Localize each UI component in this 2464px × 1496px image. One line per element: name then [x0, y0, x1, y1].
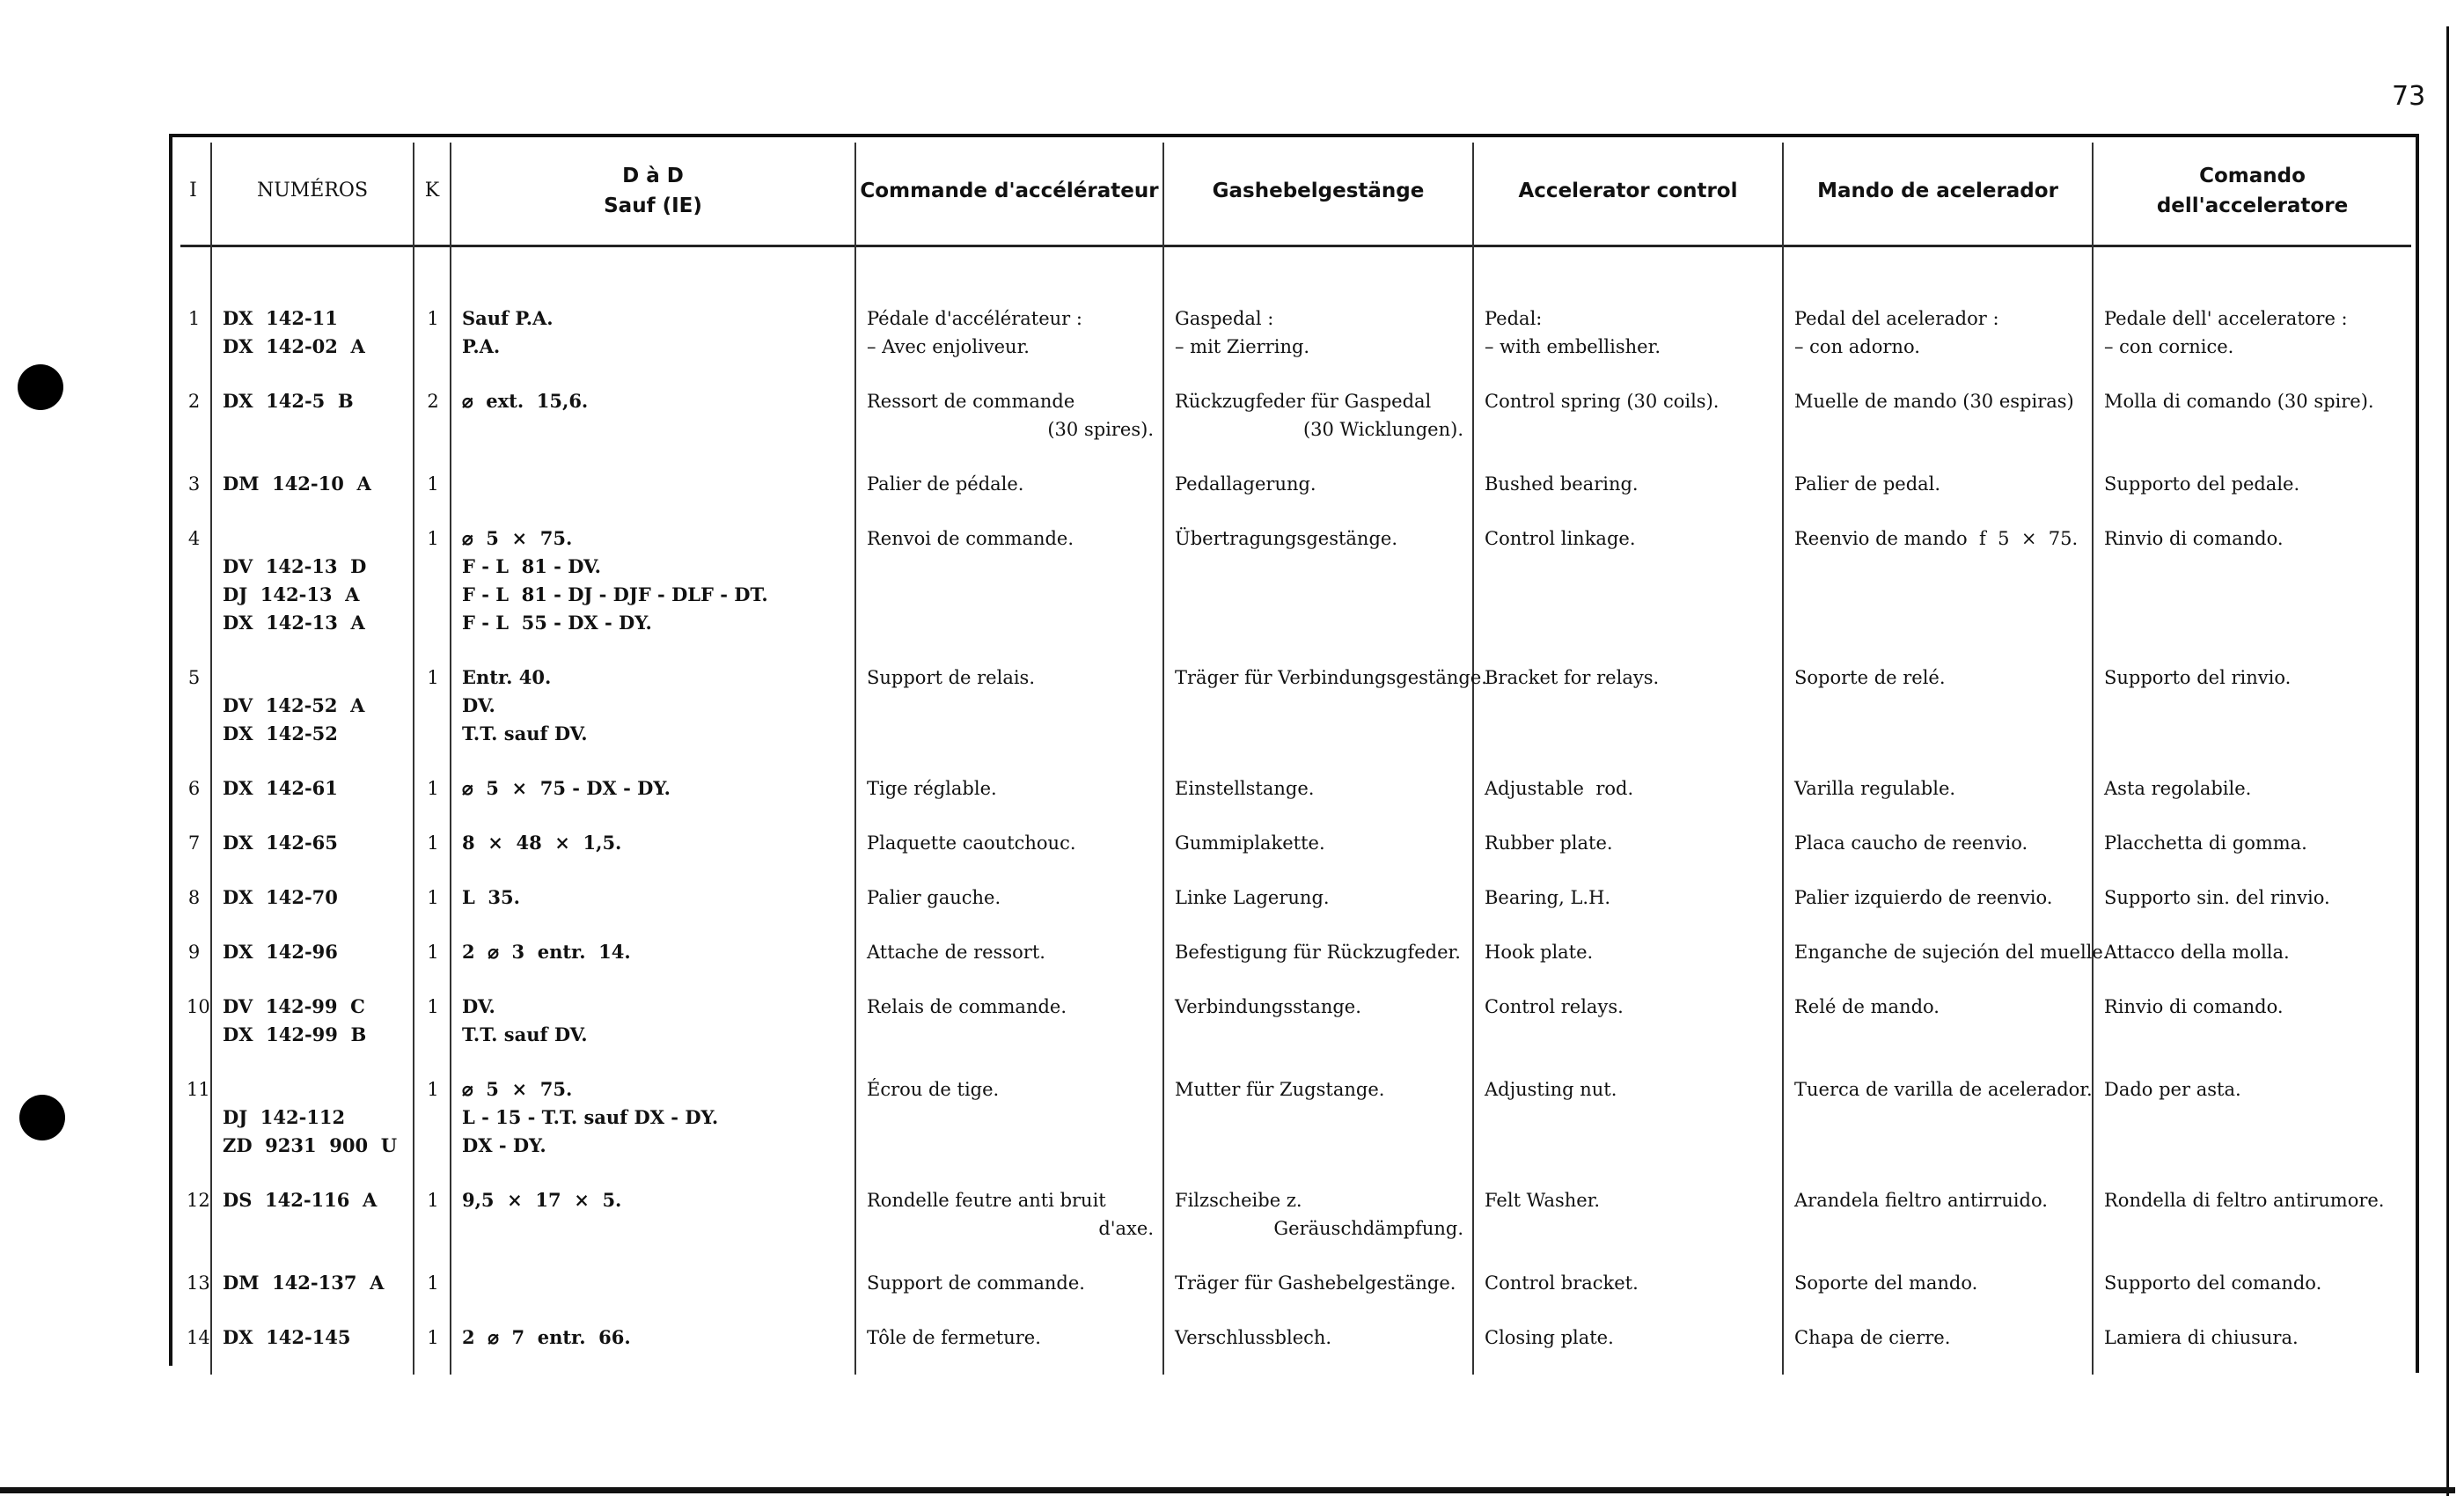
desc-es: Soporte del mando.: [1794, 1272, 1978, 1294]
table-row: [176, 1183, 2411, 1265]
desc-it-cell: [2093, 825, 2411, 880]
desc-en: Control relays.: [1485, 996, 1624, 1017]
desc-it-cell: [2093, 880, 2411, 935]
quantity-k-cell: 1: [414, 660, 451, 771]
table-row: [176, 1265, 2411, 1320]
desc-es-cell: [1783, 301, 2093, 384]
desc-en: Bearing, L.H.: [1485, 887, 1611, 908]
row-index-cell: 12: [187, 1190, 210, 1211]
row-index-cell: 2: [187, 391, 201, 412]
desc-en-cell: [1473, 521, 1783, 660]
desc-es-cell: [1783, 1072, 2093, 1183]
dad-spec: L - 15 - T.T. sauf DX - DY.: [462, 1106, 719, 1128]
desc-it: Supporto sin. del rinvio.: [2104, 887, 2330, 908]
desc-de-cell: [1163, 660, 1487, 771]
quantity-k-cell: 1: [414, 1320, 451, 1375]
part-number: DX 142-70: [223, 886, 338, 908]
desc-es: Muelle de mando (30 espiras): [1794, 391, 2074, 412]
part-number: [223, 524, 404, 553]
desc-fr-cell: [855, 880, 1163, 935]
desc-es: Arandela fieltro antirruido.: [1794, 1190, 2048, 1211]
header-it-line1: Comando: [2199, 165, 2306, 187]
desc-en-cell: [1473, 466, 1783, 521]
desc-de: Mutter für Zugstange.: [1175, 1079, 1385, 1100]
desc-es: Relé de mando.: [1794, 996, 1940, 1017]
desc-it-cell: [2093, 935, 2411, 989]
desc-es: – con adorno.: [1794, 336, 1920, 357]
part-number-cell: [211, 1183, 414, 1265]
desc-de: Verbindungsstange.: [1175, 996, 1361, 1017]
part-number: DX 142-145: [223, 1326, 351, 1348]
desc-it-cell: [2093, 771, 2411, 825]
desc-de: – mit Zierring.: [1175, 336, 1310, 357]
desc-it: Rinvio di comando.: [2104, 528, 2284, 549]
quantity-k-cell: 2: [414, 384, 451, 466]
page-number: 73: [2392, 81, 2426, 112]
desc-de-cell: [1163, 301, 1473, 384]
dad-spec: L 35.: [462, 886, 520, 908]
part-number-cell: [211, 825, 414, 880]
quantity-k-cell: 1: [414, 935, 451, 989]
desc-de: Linke Lagerung.: [1175, 887, 1330, 908]
desc-de-cell: [1163, 384, 1473, 466]
desc-fr: Support de commande.: [867, 1272, 1085, 1294]
header-de: Gashebelgestänge: [1163, 143, 1473, 239]
desc-it: Supporto del rinvio.: [2104, 667, 2292, 688]
desc-es-cell: [1783, 1265, 2093, 1320]
desc-fr-cell: [855, 521, 1163, 660]
table-row: [176, 384, 2411, 466]
desc-en-cell: [1473, 935, 1783, 989]
dad-spec: ⌀ ext. 15,6.: [462, 390, 589, 412]
desc-en: Bushed bearing.: [1485, 473, 1639, 495]
desc-fr: Renvoi de commande.: [867, 528, 1074, 549]
dad-spec-cell: [451, 1072, 855, 1183]
desc-fr-cell: [855, 301, 1163, 384]
table-row: [176, 1320, 2411, 1375]
punch-hole-top: [18, 364, 63, 410]
desc-fr-continuation: d'axe.: [1098, 1218, 1154, 1239]
header-it-line2: dell'acceleratore: [2156, 194, 2349, 217]
desc-it-cell: [2093, 1265, 2411, 1320]
row-index-cell: 11: [187, 1079, 210, 1100]
desc-en: Rubber plate.: [1485, 832, 1613, 854]
row-index-cell: 10: [187, 996, 210, 1017]
dad-spec-cell: [451, 825, 855, 880]
desc-it: Molla di comando (30 spire).: [2104, 391, 2374, 412]
part-number-cell: [211, 301, 414, 384]
part-number-cell: [211, 521, 414, 660]
desc-it-cell: [2093, 1072, 2411, 1183]
desc-en: Control linkage.: [1485, 528, 1636, 549]
quantity-k-cell: 1: [414, 989, 451, 1072]
dad-spec-cell: [451, 466, 855, 521]
desc-es: Chapa de cierre.: [1794, 1327, 1951, 1348]
dad-spec: T.T. sauf DV.: [462, 1023, 588, 1045]
table-row: [176, 466, 2411, 521]
desc-de-cell: [1163, 989, 1473, 1072]
desc-fr-cell: [855, 384, 1163, 466]
desc-de: Träger für Gashebelgestänge.: [1175, 1272, 1456, 1294]
quantity-k-cell: 1: [414, 301, 451, 384]
desc-es: Varilla regulable.: [1794, 778, 1956, 799]
desc-de-cell: [1163, 771, 1473, 825]
part-number: DX 142-11: [223, 307, 338, 329]
part-number: DX 142-02 A: [223, 335, 365, 357]
quantity-k-cell: 1: [414, 1265, 451, 1320]
page-bottom-rule: [0, 1487, 2455, 1493]
desc-fr-cell: [855, 935, 1163, 989]
desc-en: Hook plate.: [1485, 942, 1594, 963]
table-row: [176, 880, 2411, 935]
desc-en-cell: [1473, 771, 1783, 825]
desc-es-cell: [1783, 466, 2093, 521]
desc-es-cell: [1783, 1320, 2093, 1375]
desc-de-cell: [1163, 466, 1473, 521]
part-number-cell: [211, 384, 414, 466]
quantity-k-cell: 1: [414, 521, 451, 660]
row-index-cell: 14: [187, 1327, 210, 1348]
desc-en: – with embellisher.: [1485, 336, 1661, 357]
dad-spec: 9,5 × 17 × 5.: [462, 1189, 622, 1211]
dad-spec: F - L 81 - DJ - DJF - DLF - DT.: [462, 583, 768, 605]
desc-en: Closing plate.: [1485, 1327, 1614, 1348]
desc-en: Felt Washer.: [1485, 1190, 1601, 1211]
desc-es: Palier de pedal.: [1794, 473, 1941, 495]
desc-de-cell: [1163, 1072, 1473, 1183]
dad-spec-cell: [451, 989, 855, 1072]
page-right-rule: [2446, 26, 2449, 1496]
dad-spec-cell: [451, 384, 855, 466]
desc-fr-cell: [855, 1072, 1163, 1183]
dad-spec: DX - DY.: [462, 1134, 546, 1156]
part-number: DM 142-137 A: [223, 1272, 385, 1294]
dad-spec: ⌀ 5 × 75.: [462, 527, 573, 549]
desc-it-cell: [2093, 1183, 2411, 1265]
desc-en-cell: [1473, 384, 1783, 466]
desc-fr-cell: [855, 466, 1163, 521]
desc-fr: Pédale d'accélérateur :: [867, 308, 1082, 329]
header-index: I: [189, 180, 197, 202]
part-number: DX 142-13 A: [223, 612, 365, 634]
desc-it: Pedale dell' acceleratore :: [2104, 308, 2348, 329]
header-fr: Commande d'accélérateur: [855, 143, 1163, 239]
quantity-k-cell: 1: [414, 880, 451, 935]
row-index-cell: 7: [187, 832, 201, 854]
part-number: [223, 1075, 404, 1104]
spacer-row: [176, 239, 2411, 301]
desc-de-cell: [1163, 1183, 1473, 1265]
part-number: DX 142-65: [223, 832, 338, 854]
part-number: ZD 9231 900 U: [223, 1134, 398, 1156]
dad-spec-cell: [451, 771, 855, 825]
table-row: [176, 301, 2411, 384]
part-number-cell: [211, 1265, 414, 1320]
dad-spec-cell: [451, 1265, 855, 1320]
part-number-cell: [211, 466, 414, 521]
desc-es-cell: [1783, 825, 2093, 880]
desc-de-continuation: Geräuschdämpfung.: [1273, 1218, 1463, 1239]
desc-en: Adjustable rod.: [1485, 778, 1634, 799]
part-number: DV 142-13 D: [223, 555, 367, 577]
table-body: [176, 239, 2411, 1375]
desc-en-cell: [1473, 1320, 1783, 1375]
desc-fr-cell: [855, 1265, 1163, 1320]
desc-it-cell: [2093, 989, 2411, 1072]
desc-en-cell: [1473, 1265, 1783, 1320]
part-number: DV 142-52 A: [223, 694, 365, 716]
table-row: [176, 935, 2411, 989]
desc-es-cell: [1783, 660, 2093, 771]
desc-es: Reenvio de mando f 5 × 75.: [1794, 528, 2079, 549]
desc-de: Pedallagerung.: [1175, 473, 1316, 495]
table-frame-right: [2416, 134, 2419, 1373]
row-index-cell: 5: [187, 667, 201, 688]
desc-en: Adjusting nut.: [1485, 1079, 1617, 1100]
dad-spec-cell: [451, 880, 855, 935]
desc-it-cell: [2093, 660, 2411, 771]
desc-fr-cell: [855, 1183, 1163, 1265]
header-dad-line2: Sauf (IE): [604, 194, 702, 217]
dad-spec: Sauf P.A.: [462, 307, 554, 329]
table-row: [176, 521, 2411, 660]
table-row: [176, 660, 2411, 771]
quantity-k-cell: 1: [414, 825, 451, 880]
part-number: DX 142-99 B: [223, 1023, 367, 1045]
desc-fr: Tôle de fermeture.: [867, 1327, 1041, 1348]
row-index-cell: 9: [187, 942, 201, 963]
header-es: Mando de acelerador: [1783, 143, 2093, 239]
part-number: DX 142-61: [223, 777, 338, 799]
desc-es-cell: [1783, 384, 2093, 466]
header-dad-line1: D à D: [622, 165, 684, 187]
desc-de-cell: [1163, 825, 1473, 880]
quantity-k-cell: 1: [414, 466, 451, 521]
desc-en-cell: [1473, 660, 1783, 771]
desc-de-cell: [1163, 1265, 1473, 1320]
desc-en: Pedal:: [1485, 308, 1543, 329]
part-number: DJ 142-13 A: [223, 583, 360, 605]
part-number: DX 142-5 B: [223, 390, 354, 412]
parts-table: [176, 143, 2411, 1375]
part-number-cell: [211, 1320, 414, 1375]
desc-es-cell: [1783, 1183, 2093, 1265]
header-row: [176, 143, 2411, 239]
desc-en: Control spring (30 coils).: [1485, 391, 1720, 412]
desc-de-cell: [1163, 1320, 1473, 1375]
desc-it-cell: [2093, 301, 2411, 384]
desc-fr: – Avec enjoliveur.: [867, 336, 1030, 357]
table-frame-top: [169, 134, 2418, 137]
desc-it-cell: [2093, 384, 2411, 466]
desc-fr: Ressort de commande: [867, 391, 1075, 412]
dad-spec: P.A.: [462, 335, 501, 357]
desc-it-cell: [2093, 466, 2411, 521]
desc-en-cell: [1473, 1072, 1783, 1183]
part-number: DX 142-96: [223, 941, 338, 963]
part-number: DX 142-52: [223, 722, 338, 744]
dad-spec-cell: [451, 1320, 855, 1375]
dad-spec: T.T. sauf DV.: [462, 722, 588, 744]
row-index-cell: 8: [187, 887, 201, 908]
desc-de-cell: [1163, 880, 1473, 935]
desc-de-continuation: (30 Wicklungen).: [1302, 419, 1463, 440]
desc-es-cell: [1783, 989, 2093, 1072]
dad-spec: 2 ⌀ 3 entr. 14.: [462, 941, 631, 963]
dad-spec: Entr. 40.: [462, 666, 552, 688]
desc-fr-cell: [855, 989, 1163, 1072]
desc-de: Rückzugfeder für Gaspedal: [1175, 391, 1432, 412]
desc-it: Lamiera di chiusura.: [2104, 1327, 2299, 1348]
dad-spec-cell: [451, 301, 855, 384]
desc-es-cell: [1783, 771, 2093, 825]
dad-spec-cell: [451, 660, 855, 771]
desc-es-cell: [1783, 935, 2109, 989]
desc-es: Soporte de relé.: [1794, 667, 1946, 688]
header-dad: [451, 143, 855, 239]
dad-spec: F - L 81 - DV.: [462, 555, 601, 577]
desc-de: Einstellstange.: [1175, 778, 1315, 799]
header-k: K: [414, 143, 451, 239]
part-number-cell: [211, 989, 414, 1072]
desc-fr: Attache de ressort.: [867, 942, 1045, 963]
quantity-k-cell: 1: [414, 1072, 451, 1183]
desc-en-cell: [1473, 825, 1783, 880]
part-number: DV 142-99 C: [223, 995, 365, 1017]
desc-fr: Écrou de tige.: [867, 1079, 1000, 1100]
row-index-cell: 3: [187, 473, 201, 495]
dad-spec-cell: [451, 521, 855, 660]
desc-en-cell: [1473, 1183, 1783, 1265]
desc-de: Filzscheibe z.: [1175, 1190, 1302, 1211]
desc-fr: Palier de pédale.: [867, 473, 1024, 495]
row-index-cell: 13: [187, 1272, 210, 1294]
part-number: DS 142-116 A: [223, 1189, 378, 1211]
desc-it: Placchetta di gomma.: [2104, 832, 2307, 854]
desc-fr-cell: [855, 771, 1163, 825]
desc-de: Gaspedal :: [1175, 308, 1274, 329]
table-row: [176, 1072, 2411, 1183]
desc-it: Supporto del comando.: [2104, 1272, 2322, 1294]
desc-it: – con cornice.: [2104, 336, 2234, 357]
desc-es: Pedal del acelerador :: [1794, 308, 1999, 329]
part-number: DJ 142-112: [223, 1106, 346, 1128]
desc-de-cell: [1163, 521, 1473, 660]
desc-fr-continuation: (30 spires).: [1047, 419, 1154, 440]
part-number-cell: [211, 660, 414, 771]
desc-en-cell: [1473, 301, 1783, 384]
desc-en: Control bracket.: [1485, 1272, 1639, 1294]
header-en: Accelerator control: [1473, 143, 1783, 239]
header-numeros: NUMÉROS: [211, 143, 414, 239]
desc-en-cell: [1473, 880, 1783, 935]
desc-it-cell: [2093, 521, 2411, 660]
dad-spec-cell: [451, 935, 855, 989]
desc-en-cell: [1473, 989, 1783, 1072]
desc-it: Rondella di feltro antirumore.: [2104, 1190, 2385, 1211]
desc-it: Supporto del pedale.: [2104, 473, 2300, 495]
desc-fr-cell: [855, 825, 1163, 880]
part-number-cell: [211, 935, 414, 989]
desc-fr: Plaquette caoutchouc.: [867, 832, 1076, 854]
quantity-k-cell: 1: [414, 771, 451, 825]
desc-fr-cell: [855, 1320, 1163, 1375]
desc-fr: Palier gauche.: [867, 887, 1001, 908]
table-row: [176, 825, 2411, 880]
desc-fr: Relais de commande.: [867, 996, 1067, 1017]
dad-spec: 8 × 48 × 1,5.: [462, 832, 622, 854]
desc-de: Verschlussblech.: [1175, 1327, 1332, 1348]
part-number-cell: [211, 1072, 414, 1183]
table-row: [176, 771, 2411, 825]
desc-es-cell: [1783, 521, 2093, 660]
desc-it: Attacco della molla.: [2104, 942, 2290, 963]
desc-es: Placa caucho de reenvio.: [1794, 832, 2028, 854]
desc-de: Befestigung für Rückzugfeder.: [1175, 942, 1461, 963]
header-it: [2093, 143, 2411, 239]
desc-es: Tuerca de varilla de acelerador.: [1794, 1079, 2093, 1100]
part-number-cell: [211, 771, 414, 825]
dad-spec: ⌀ 5 × 75 - DX - DY.: [462, 777, 671, 799]
desc-fr: Support de relais.: [867, 667, 1036, 688]
desc-de: Träger für Verbindungsgestänge.: [1175, 667, 1487, 688]
dad-spec: F - L 55 - DX - DY.: [462, 612, 652, 634]
quantity-k-cell: 1: [414, 1183, 451, 1265]
desc-it-cell: [2093, 1320, 2411, 1375]
desc-it: Dado per asta.: [2104, 1079, 2241, 1100]
dad-spec: DV.: [462, 995, 495, 1017]
dad-spec: DV.: [462, 694, 495, 716]
dad-spec: ⌀ 5 × 75.: [462, 1078, 573, 1100]
desc-it: Asta regolabile.: [2104, 778, 2252, 799]
desc-es: Palier izquierdo de reenvio.: [1794, 887, 2053, 908]
desc-es: Enganche de sujeción del muelle.: [1794, 942, 2109, 963]
desc-es-cell: [1783, 880, 2093, 935]
desc-en: Bracket for relays.: [1485, 667, 1660, 688]
desc-fr-cell: [855, 660, 1163, 771]
desc-de: Gummiplakette.: [1175, 832, 1325, 854]
row-index-cell: 1: [187, 308, 201, 329]
part-number-cell: [211, 880, 414, 935]
dad-spec-cell: [451, 1183, 855, 1265]
desc-it: Rinvio di comando.: [2104, 996, 2284, 1017]
desc-de-cell: [1163, 935, 1473, 989]
row-index-cell: 4: [187, 528, 201, 549]
table-frame-left: [169, 134, 172, 1366]
desc-fr: Tige réglable.: [867, 778, 997, 799]
part-number: DM 142-10 A: [223, 473, 371, 495]
part-number: [223, 664, 404, 692]
desc-de: Übertragungsgestänge.: [1175, 528, 1397, 549]
punch-hole-bottom: [19, 1095, 65, 1140]
dad-spec: 2 ⌀ 7 entr. 66.: [462, 1326, 631, 1348]
row-index-cell: 6: [187, 778, 201, 799]
desc-fr: Rondelle feutre anti bruit: [867, 1190, 1106, 1211]
table-row: [176, 989, 2411, 1072]
